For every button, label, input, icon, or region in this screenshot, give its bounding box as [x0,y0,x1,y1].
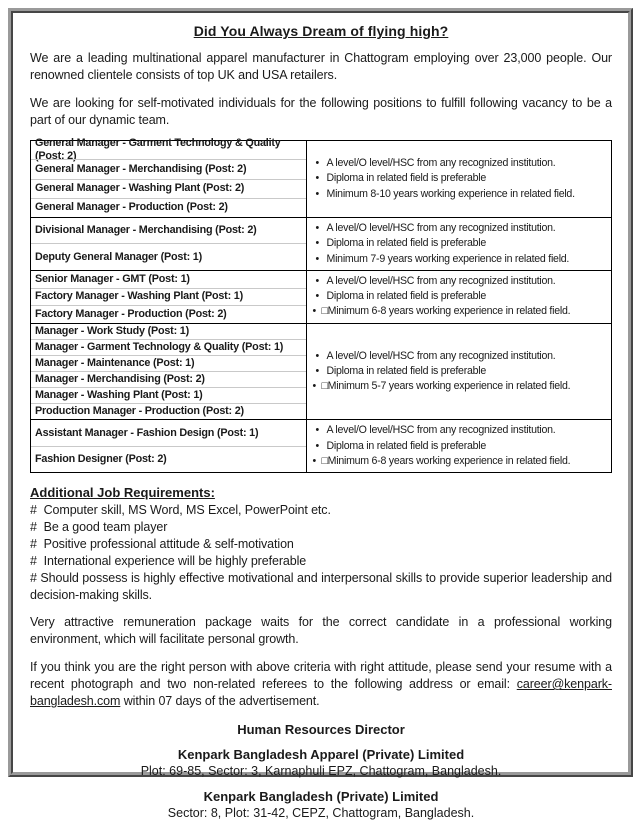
positions-table [30,137,612,473]
requirement-line: # International experience will be highly preferable [30,554,307,569]
requirement-item: • □Minimum 6-8 years working experience in related field. [313,454,608,469]
company-address: Plot: 69-85, Sector: 3, Karnaphuli EPZ, Chattogram, Bangladesh. [140,764,502,779]
requirement-item: • □Minimum 5-7 years working experience in related field. [313,379,608,394]
requirement-item: • A level/O level/HSC from any recognized institution. [313,156,608,171]
positions-cell [31,218,307,270]
position-item: Manager - Garment Technology & Quality (Post: 1) [31,339,306,355]
position-item: General Manager - Merchandising (Post: 2) [31,159,306,178]
position-item: Divisional Manager - Merchandising (Post: 2) [35,224,257,237]
requirement-item: • Diploma in related field is preferable [313,364,608,379]
position-item: Manager - Merchandising (Post: 2) [31,371,306,387]
positions-cell [31,271,307,323]
requirement-line: # Positive professional attitude & self-motivation [30,537,294,552]
position-item: General Manager - Garment Technology & Quality (Post: 2) [35,137,281,163]
requirement-item: • A level/O level/HSC from any recognized institution. [313,274,608,289]
position-item: Production Manager - Production (Post: 2) [31,403,306,419]
table-row [31,270,611,323]
requirement-item: • A level/O level/HSC from any recognized institution. [313,423,608,438]
requirements-cell [307,420,612,472]
requirement-item: • A level/O level/HSC from any recognized institution. [313,349,608,364]
email-link[interactable]: career@kenpark-bangladesh.com [30,677,612,709]
positions-cell [31,137,307,217]
position-item: Manager - Maintenance (Post: 1) [31,355,306,371]
company-block [30,789,612,822]
position-item: Manager - Washing Plant (Post: 1) [31,387,306,403]
company-address: Sector: 8, Plot: 31-42, CEPZ, Chattogram, Bangladesh. [167,806,475,821]
requirements-cell [307,324,612,420]
positions-cell [31,420,307,472]
requirement-item: • Minimum 7-9 years working experience in related field. [313,252,608,267]
requirements-cell [307,271,612,323]
position-item: Fashion Designer (Post: 2) [31,446,306,472]
intro-paragraph-1: We are a leading multinational apparel manufacturer in Chattogram employing over 23,000 people. Our renowned clientele consists of top UK and USA retailers. [30,51,612,82]
additional-requirements-heading: Additional Job Requirements: [30,485,215,501]
job-advertisement-document [8,8,633,821]
position-item: General Manager - Washing Plant (Post: 2) [31,179,306,198]
table-row [31,137,611,217]
remuneration-paragraph: Very attractive remuneration package waits for the correct candidate in a professional working environment, which will facilitate personal growth. [30,615,612,647]
footer [30,722,612,822]
requirements-cell [307,141,612,217]
position-item: Deputy General Manager (Post: 1) [31,243,306,269]
application-paragraph [30,659,612,710]
requirement-item: • A level/O level/HSC from any recognized institution. [313,221,608,236]
position-item: Manager - Work Study (Post: 1) [35,325,189,338]
requirement-line: # Computer skill, MS Word, MS Excel, PowerPoint etc. [30,503,331,518]
application-text-after-email: within 07 days of the advertisement. [123,694,320,709]
additional-requirements-list [30,502,616,604]
position-item: Senior Manager - GMT (Post: 1) [35,272,190,285]
company-name: Kenpark Bangladesh Apparel (Private) Limited [177,747,465,763]
table-row [31,217,611,270]
table-row [31,323,611,420]
company-block [30,747,612,780]
position-item: Factory Manager - Washing Plant (Post: 1) [31,288,306,306]
requirement-item: • Diploma in related field is preferable [313,289,608,304]
requirements-cell [307,218,612,270]
application-text-before-email: If you think you are the right person with above criteria with right attitude, please send your resume with a recent photograph and two non-related referees to the following address or email: [30,660,612,692]
ad-title: Did You Always Dream of flying high? [193,23,449,39]
requirement-item: • Minimum 8-10 years working experience in related field. [313,187,608,202]
positions-cell [31,324,307,420]
position-item: Assistant Manager - Fashion Design (Post: 1) [35,426,259,439]
requirement-item: • □Minimum 6-8 years working experience in related field. [313,304,608,319]
position-item: General Manager - Production (Post: 2) [31,198,306,217]
position-item: Factory Manager - Production (Post: 2) [31,305,306,323]
requirement-line: # Be a good team player [30,520,168,535]
signatory-title: Human Resources Director [237,722,405,738]
intro-paragraph-2: We are looking for self-motivated individuals for the following positions to fulfill following vacancy to be a part of our dynamic team. [30,96,612,127]
requirement-item: • Diploma in related field is preferable [313,171,608,186]
requirement-item: • Diploma in related field is preferable [313,236,608,251]
company-name: Kenpark Bangladesh (Private) Limited [203,789,439,805]
table-row [31,419,611,472]
requirement-item: • Diploma in related field is preferable [313,439,608,454]
requirement-line: # Should possess is highly effective motivational and interpersonal skills to provide superior leadership and decision-making skills. [30,571,616,603]
